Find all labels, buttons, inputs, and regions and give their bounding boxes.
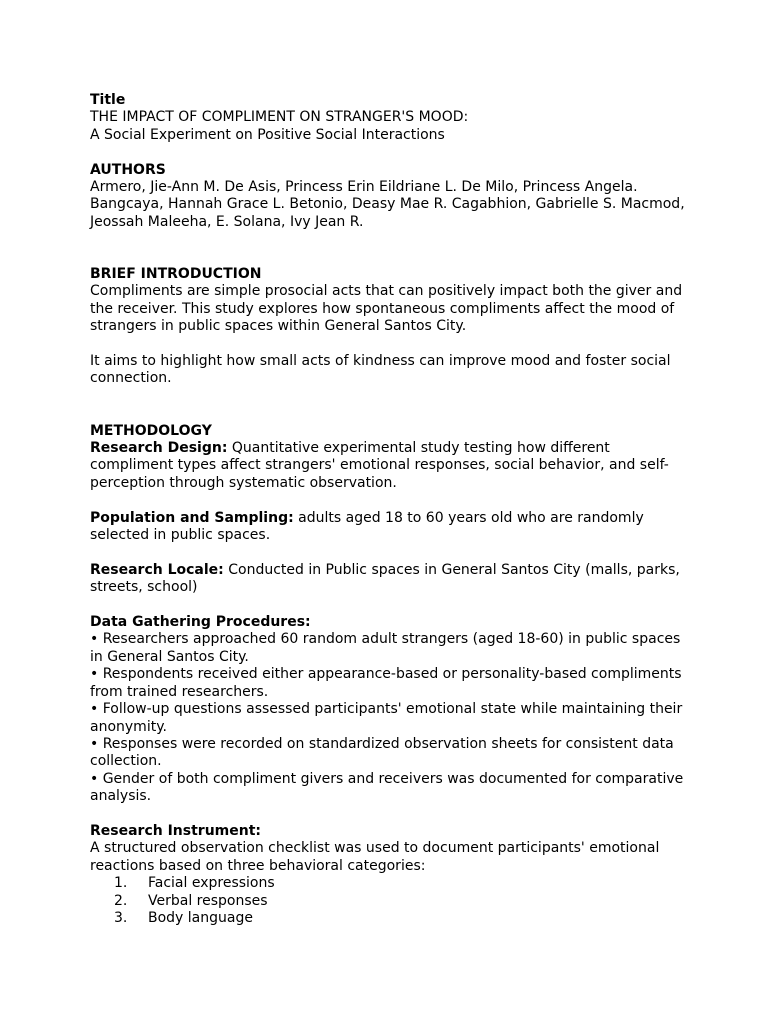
procedure-item: • Respondents received either appearance-based or personality-based compliments from trained researchers. — [90, 666, 682, 700]
authors-label: AUTHORS — [90, 161, 166, 178]
title-label: Title — [90, 92, 126, 108]
introduction-paragraph-2: It aims to highlight how small acts of kindness can improve mood and foster social connection. — [90, 353, 671, 387]
locale-text: Conducted in Public spaces in General Santos City (malls, parks, streets, school) — [90, 561, 680, 596]
list-item — [90, 893, 690, 910]
population-text: adults aged 18 to 60 years old who are randomly selected in public spaces. — [90, 509, 644, 544]
list-text: Verbal responses — [148, 892, 268, 909]
list-text: Body language — [148, 909, 253, 926]
procedure-item: • Responses were recorded on standardized observation sheets for consistent data collection. — [90, 735, 674, 770]
list-number: 3. — [114, 909, 128, 926]
research-locale — [90, 562, 690, 597]
list-number: 2. — [114, 892, 128, 909]
list-item — [90, 910, 690, 927]
list-number: 1. — [114, 875, 128, 892]
behavior-category-list — [90, 875, 690, 927]
list-text: Facial expressions — [148, 875, 275, 892]
methodology-label: METHODOLOGY — [90, 422, 212, 439]
instrument-text: A structured observation checklist was used to document participants' emotional reactions based on three behavioral categories: — [90, 840, 660, 874]
population-label: Population and Sampling: — [90, 509, 294, 526]
authors-text: Armero, Jie-Ann M. De Asis, Princess Erin Eildriane L. De Milo, Princess Angela. Bangcaya, Hannah Grace L. Betonio, Deasy Mae R. Cagabhion, Gabrielle S. Macmod, Jeossah Maleeha, E. Solana, Ivy Jean R. — [90, 179, 685, 230]
introduction-paragraph-1: Compliments are simple prosocial acts that can positively impact both the giver and the receiver. This study explores how spontaneous compliments affect the mood of strangers in public spaces within General Santos City. — [90, 283, 683, 335]
instrument-label: Research Instrument: — [90, 822, 262, 839]
research-design — [90, 440, 690, 492]
introduction-label: BRIEF INTRODUCTION — [90, 266, 262, 283]
title-line-2: A Social Experiment on Positive Social Interactions — [90, 126, 445, 143]
procedure-item: • Researchers approached 60 random adult strangers (aged 18-60) in public spaces in General Santos City. — [90, 631, 681, 665]
list-item — [90, 875, 690, 892]
procedure-item: • Gender of both compliment givers and receivers was documented for comparative analysis. — [90, 770, 684, 805]
procedure-item: • Follow-up questions assessed participants' emotional state while maintaining their anonymity. — [90, 701, 683, 735]
research-design-label: Research Design: — [90, 440, 228, 457]
research-design-text: Quantitative experimental study testing how different compliment types affect strangers' emotional responses, social behavior, and self-perception through systematic observation. — [90, 440, 669, 491]
title-line-1: THE IMPACT OF COMPLIMENT ON STRANGER'S MOOD: — [90, 109, 469, 126]
locale-label: Research Locale: — [90, 561, 224, 578]
population-sampling — [90, 510, 690, 545]
document-body — [90, 92, 690, 927]
procedures-label: Data Gathering Procedures: — [90, 614, 311, 631]
